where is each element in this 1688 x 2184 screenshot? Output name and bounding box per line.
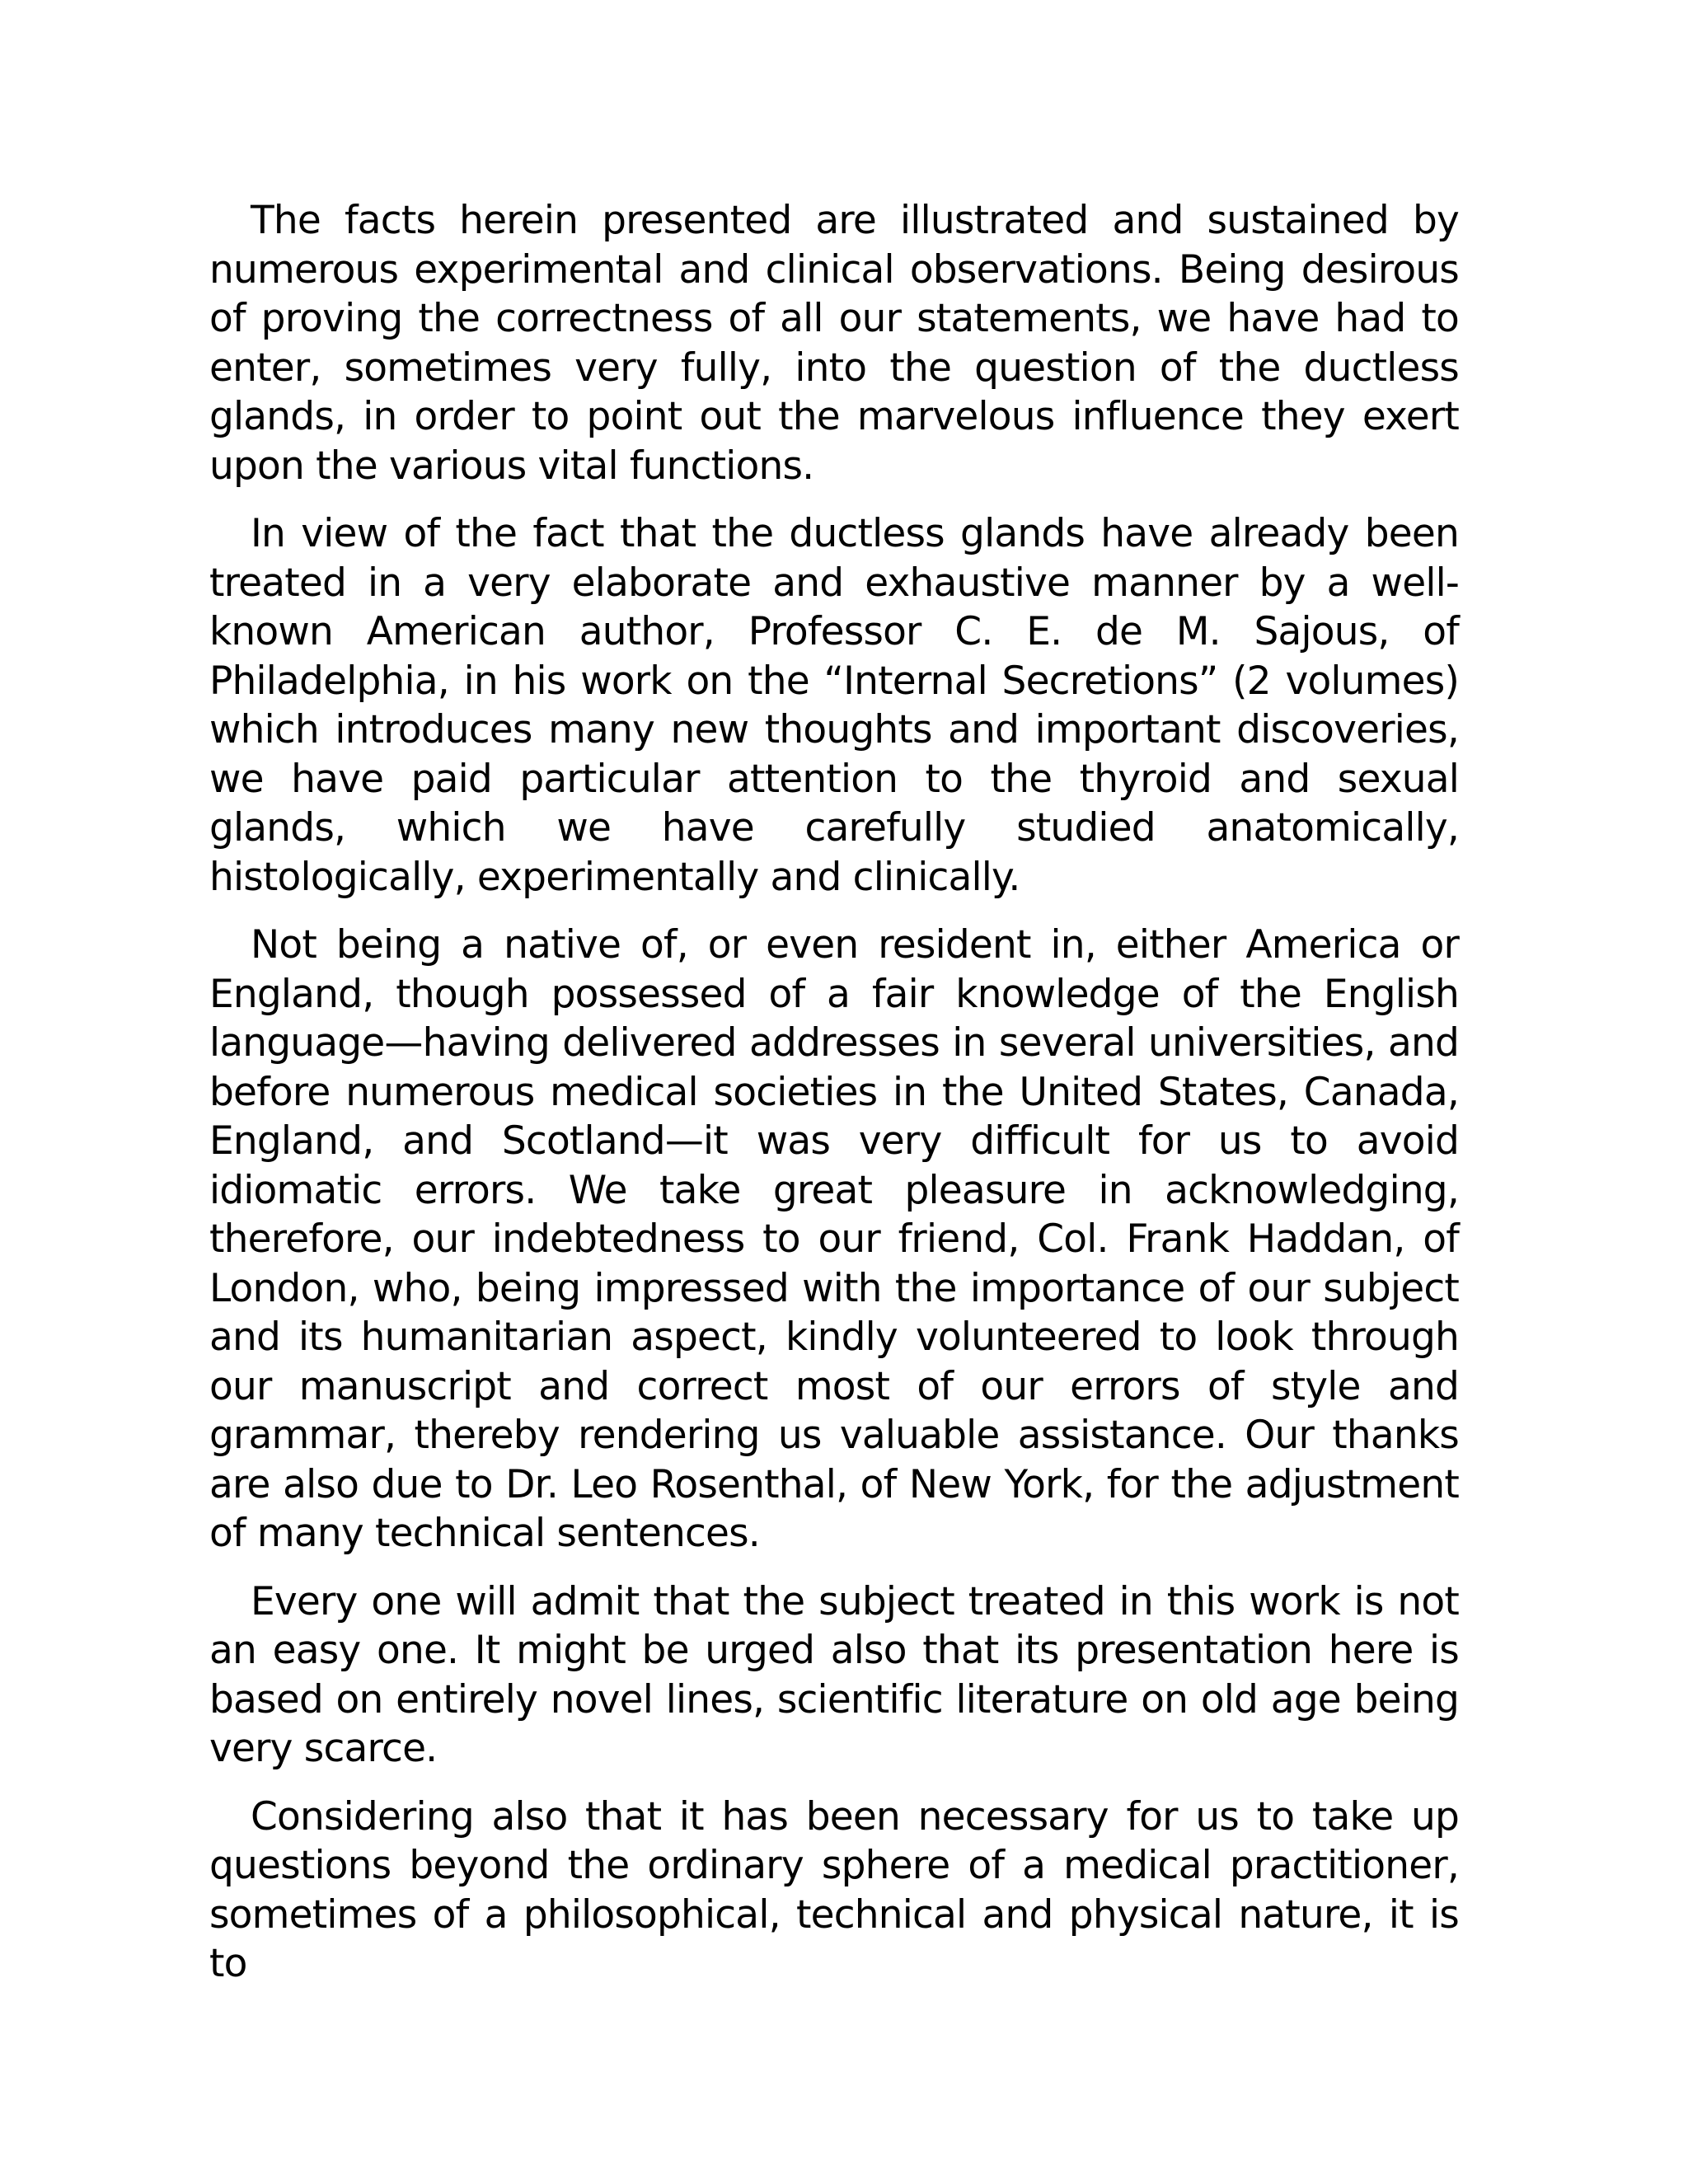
page-body (209, 196, 1459, 1989)
paragraph-1: The facts herein presented are illustrated and sustained by numerous experimental and clinical observations. Being desirous of proving the correctness of all our statements, we have had to enter, sometimes very fully, into the question of the ductless glands, in order to point out the marvelous influence they exert upon the various vital functions. (209, 198, 1459, 489)
paragraph-3: Not being a native of, or even resident in, either America or England, though possessed of a fair knowledge of the English language—having delivered addresses in several universities, and before numerous medical societies in the United States, Canada, England, and Scotland—it was very difficult for us to avoid idiomatic errors. We take great pleasure in acknowledging, therefore, our indebtedness to our friend, Col. Frank Haddan, of London, who, being impressed with the importance of our subject and its humanitarian aspect, kindly volunteered to look through our manuscript and correct most of our errors of style and grammar, thereby rendering us valuable assistance. Our thanks are also due to Dr. Leo Rosenthal, of New York, for the adjustment of many technical sentences. (209, 922, 1459, 1556)
paragraph-5: Considering also that it has been necessary for us to take up questions beyond the ordinary sphere of a medical practitioner, sometimes of a philosophical, technical and physical nature, it is to (209, 1793, 1459, 1986)
paragraph-2: In view of the fact that the ductless glands have already been treated in a very elaborate and exhaustive manner by a well-known American author, Professor C. E. de M. Sajous, of Philadelphia, in his work on the “Internal Secretions” (2 volumes) which introduces many new thoughts and important discoveries, we have paid particular attention to the thyroid and sexual glands, which we have carefully studied anatomically, histologically, experimentally and clinically. (209, 511, 1459, 900)
paragraph-4: Every one will admit that the subject treated in this work is not an easy one. It might be urged also that its presentation here is based on entirely novel lines, scientific literature on old age being very scarce. (209, 1578, 1459, 1771)
